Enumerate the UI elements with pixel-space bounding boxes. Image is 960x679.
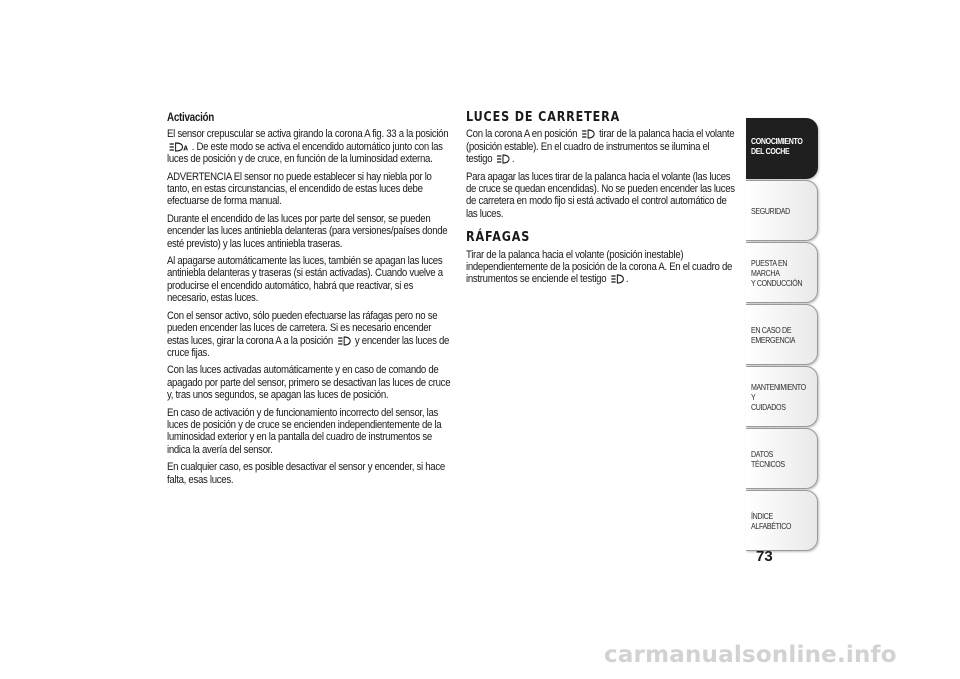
high-beam-icon	[581, 129, 595, 139]
high-beam-icon	[610, 274, 624, 284]
high-beam-icon	[496, 154, 510, 164]
tab-puesta-en-marcha[interactable]	[746, 242, 818, 303]
tab-mantenimiento[interactable]	[746, 366, 818, 427]
text-fragment: Con la corona A en posición	[466, 128, 578, 141]
tab-label: MANTENIMIENTO Y CUIDADOS	[751, 381, 806, 412]
tab-conocimiento-del-coche[interactable]	[746, 118, 818, 179]
paragraph-flash	[466, 249, 738, 286]
text-fragment: El sensor crepuscular se activa girando la corona A fig. 33 a la posición	[167, 128, 449, 141]
paragraph-fog-lights-on: Durante el encendido de las luces por parte del sensor, se pueden encender las luces antiniebla delanteras (para versiones/países donde esté previsto) y las luces antiniebla traseras.	[167, 212, 448, 250]
tab-seguridad[interactable]	[746, 180, 818, 241]
paragraph-activation	[167, 128, 451, 165]
page-number: 73	[756, 548, 773, 565]
paragraph-fog-lights-off: Al apagarse automáticamente las luces, también se apagan las luces antiniebla delanteras y traseras (si están activadas). Cuando vuelve a producirse el encendido automático, habrá que reactivar, si es necesario, estas luces.	[167, 255, 443, 305]
tab-label: ÍNDICE ALFABÉTICO	[751, 510, 792, 531]
paragraph-high-beam-on	[466, 128, 738, 165]
paragraph-auto-off-sequence: Con las luces activadas automáticamente y en caso de comando de apagado por parte del sensor, primero se desactivan las luces de cruce y, tras unos segundos, se apagan las luces de posición.	[167, 364, 451, 402]
tab-indice-alfabetico[interactable]	[746, 490, 818, 551]
paragraph-manual-override: En cualquier caso, es posible desactivar el sensor y encender, si hace falta, esas luces.	[167, 461, 445, 486]
text-fragment: tirar de la palanca hacia el volante (posición estable). En el cuadro de instrumentos se ilumina el testigo	[466, 128, 735, 166]
section-heading-high-beam: LUCES DE CARRETERA	[466, 110, 621, 125]
text-fragment: y encender las luces de cruce fijas.	[167, 334, 450, 359]
tab-en-caso-de-emergencia[interactable]	[746, 304, 818, 365]
watermark: carmanualsonline.info	[604, 642, 897, 668]
tab-label: EN CASO DE EMERGENCIA	[751, 324, 796, 345]
tab-label: SEGURIDAD	[751, 205, 790, 216]
tab-label: DATOS TÉCNICOS	[751, 448, 785, 469]
text-fragment: .	[511, 153, 515, 166]
text-fragment: Con el sensor activo, sólo pueden efectuarse las ráfagas pero no se pueden encender las luces de carretera. Si es necesario encender estas luces, girar la corona A a la posición	[167, 309, 438, 347]
paragraph-high-beam-off: Para apagar las luces tirar de la palanca hacia el volante (las luces de cruce se quedan encendidas). No se pueden encender las luces de carretera en modo fijo si está activado el control automático de las luces.	[466, 170, 735, 220]
tab-label: PUESTA EN MARCHA Y CONDUCCIÓN	[751, 257, 803, 288]
left-column	[167, 112, 451, 491]
text-fragment: Tirar de la palanca hacia el volante (posición inestable) independientemente de la posición de la corona A. En el cuadro de instrumentos se enciende el testigo	[466, 248, 733, 286]
high-beam-icon	[337, 336, 351, 346]
chapter-tabs	[746, 118, 818, 552]
text-fragment: . De este modo se activa el encendido automático junto con las luces de posición y de cruce, en función de la luminosidad externa.	[167, 140, 443, 166]
paragraph-warning: ADVERTENCIA El sensor no puede establecer si hay niebla por lo tanto, en estas circunstancias, el encendido de estas luces debe efectuarse de forma manual.	[167, 170, 432, 208]
tab-label: CONOCIMIENTO DEL COCHE	[751, 136, 803, 156]
text-fragment: .	[625, 273, 629, 286]
right-column	[466, 112, 738, 291]
svg-text:A: A	[183, 143, 188, 152]
tab-datos-tecnicos[interactable]	[746, 428, 818, 489]
paragraph-sensor-fault: En caso de activación y de funcionamiento incorrecto del sensor, las luces de posición y de cruce se encienden independientemente de la luminosidad exterior y en la pantalla del cuadro de instrumentos se indica la avería del sensor.	[167, 406, 442, 456]
section-heading-flash: RÁFAGAS	[466, 230, 531, 246]
auto-headlight-icon	[169, 142, 188, 152]
paragraph-flash-only	[167, 310, 451, 360]
activation-heading: Activación	[167, 112, 215, 124]
